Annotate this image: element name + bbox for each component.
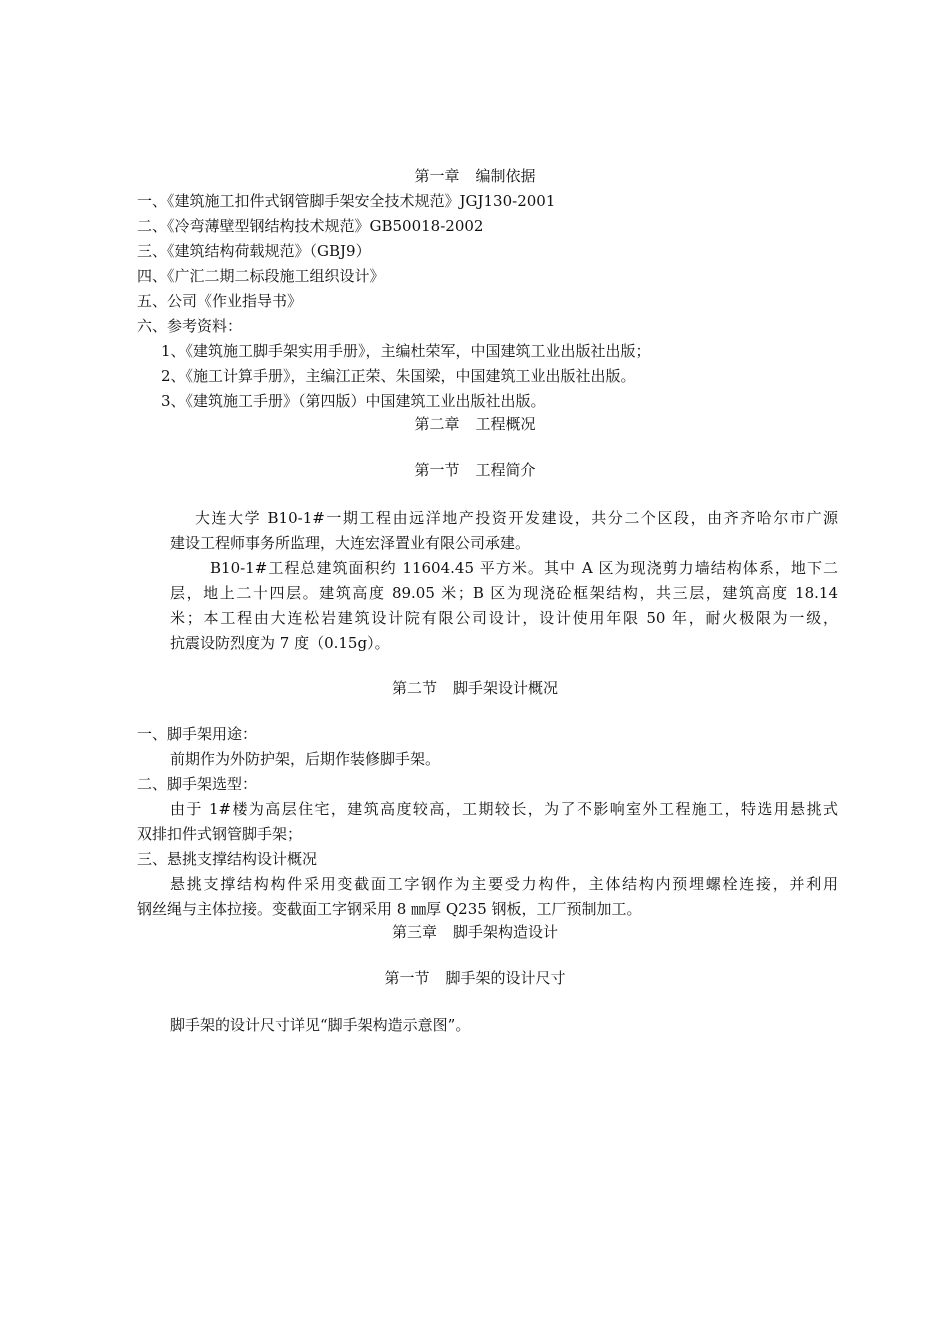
scaffold-use-text: 前期作为外防护架，后期作装修脚手架。: [170, 750, 441, 768]
chapter-1-title: [0, 164, 950, 188]
overview-paragraph-2-line-3: 米；本工程由大连松岩建筑设计院有限公司设计，设计使用年限 50 年，耐火极限为一级，: [170, 609, 838, 627]
chapter-2-title: [0, 412, 950, 436]
section-2-1-title: [0, 458, 950, 482]
reference-item-1: 1、《建筑施工脚手架实用手册》，主编杜荣军，中国建筑工业出版社出版；: [161, 342, 651, 360]
basis-item-3: 三、《建筑结构荷载规范》（GBJ9）: [137, 242, 371, 260]
cantilever-text-line-2: 钢丝绳与主体拉接。变截面工字钢采用 8 ㎜厚 Q235 钢板，工厂预制加工。: [137, 900, 642, 918]
cantilever-heading: 三、悬挑支撑结构设计概况: [137, 850, 318, 868]
scaffold-use-heading: 一、脚手架用途：: [137, 725, 258, 743]
design-size-text: 脚手架的设计尺寸详见“脚手架构造示意图”。: [170, 1016, 471, 1034]
basis-item-4: 四、《广汇二期二标段施工组织设计》: [137, 267, 385, 285]
chapter-name: 编制依据: [475, 167, 536, 185]
section-number: 第二节: [391, 679, 437, 697]
reference-item-2: 2、《施工计算手册》，主编江正荣、朱国梁，中国建筑工业出版社出版。: [161, 367, 636, 385]
overview-paragraph-1-line-2: 建设工程师事务所监理，大连宏泽置业有限公司承建。: [170, 534, 531, 552]
section-number: 第一节: [414, 461, 460, 479]
section-name: 工程简介: [475, 461, 536, 479]
overview-paragraph-2-line-4: 抗震设防烈度为 7 度（0.15g）。: [170, 634, 390, 652]
reference-item-3: 3、《建筑施工手册》（第四版）中国建筑工业出版社出版。: [161, 392, 546, 410]
overview-paragraph-1-line-1: 大连大学 B10-1#一期工程由远洋地产投资开发建设，共分二个区段，由齐齐哈尔市广源: [195, 509, 838, 527]
section-2-2-title: [0, 676, 950, 700]
chapter-3-title: [0, 920, 950, 944]
basis-item-1: 一、《建筑施工扣件式钢管脚手架安全技术规范》JGJ130-2001: [137, 192, 556, 210]
chapter-name: 脚手架构造设计: [453, 923, 559, 941]
chapter-number: 第三章: [391, 923, 437, 941]
section-name: 脚手架的设计尺寸: [445, 969, 566, 987]
overview-paragraph-2-line-2: 层，地上二十四层。建筑高度 89.05 米；B 区为现浇砼框架结构，共三层，建筑高度 18.14: [170, 584, 838, 602]
basis-item-2: 二、《冷弯薄壁型钢结构技术规范》GB50018-2002: [137, 217, 484, 235]
chapter-name: 工程概况: [475, 415, 536, 433]
chapter-number: 第一章: [414, 167, 460, 185]
section-3-1-title: [0, 966, 950, 990]
overview-paragraph-2-line-1: B10-1#工程总建筑面积约 11604.45 平方米。其中 A 区为现浇剪力墙结构体系，地下二: [210, 559, 838, 577]
section-number: 第一节: [384, 969, 430, 987]
scaffold-type-heading: 二、脚手架选型：: [137, 775, 258, 793]
basis-item-5: 五、公司《作业指导书》: [137, 292, 303, 310]
cantilever-text-line-1: 悬挑支撑结构构件采用变截面工字钢作为主要受力构件，主体结构内预埋螺栓连接，并利用: [170, 875, 838, 893]
basis-item-6: 六、参考资料：: [137, 317, 243, 335]
chapter-number: 第二章: [414, 415, 460, 433]
scaffold-type-text-line-2: 双排扣件式钢管脚手架；: [137, 825, 303, 843]
section-name: 脚手架设计概况: [453, 679, 559, 697]
scaffold-type-text-line-1: 由于 1#楼为高层住宅，建筑高度较高，工期较长，为了不影响室外工程施工，特选用悬挑式: [170, 800, 838, 818]
